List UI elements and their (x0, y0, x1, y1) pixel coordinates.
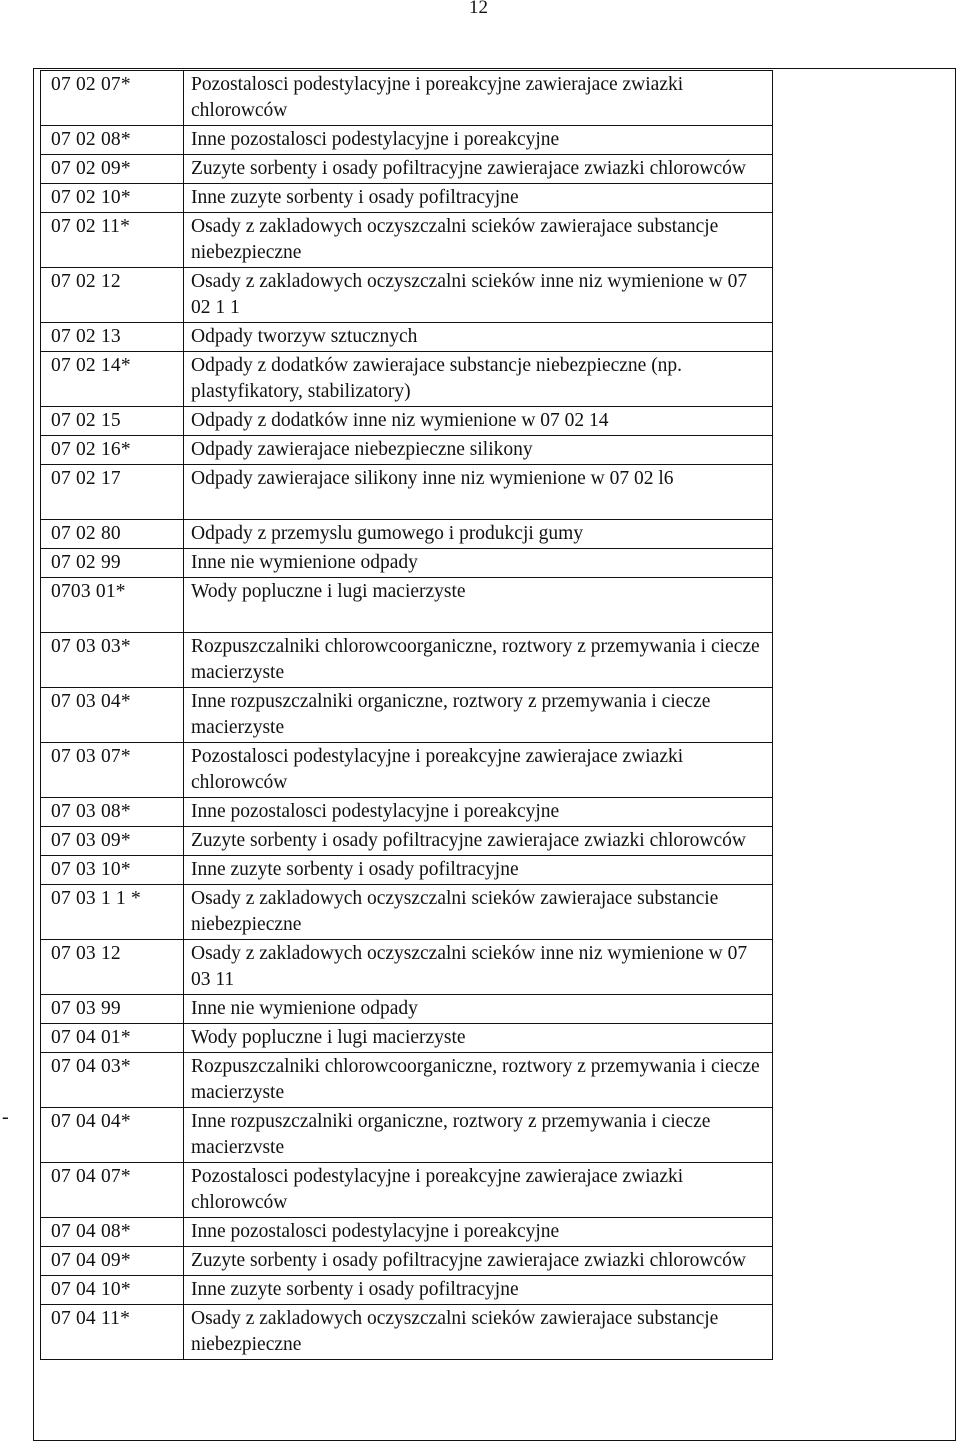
table-row (41, 940, 773, 995)
table-row (41, 352, 773, 407)
waste-description: Zuzyte sorbenty i osady pofiltracyjne zawierajace zwiazki chlorowców (184, 827, 773, 856)
waste-description: Odpady zawierajace silikony inne niz wymienione w 07 02 l6 (184, 465, 773, 520)
table-row (41, 1024, 773, 1053)
waste-code: 07 04 07* (41, 1163, 184, 1218)
waste-code: 07 02 15 (41, 407, 184, 436)
waste-code: 07 02 08* (41, 126, 184, 155)
table-row (41, 688, 773, 743)
table-row (41, 885, 773, 940)
table-row (41, 549, 773, 578)
waste-code: 07 02 09* (41, 155, 184, 184)
waste-code: 07 03 03* (41, 633, 184, 688)
table-row (41, 798, 773, 827)
table-row (41, 213, 773, 268)
margin-dash-mark: - (2, 1106, 9, 1128)
waste-code: 07 02 99 (41, 549, 184, 578)
waste-description: Inne zuzyte sorbenty i osady pofiltracyjne (184, 184, 773, 213)
waste-description: Osady z zakladowych oczyszczalni scieków inne niz wymienione w 07 02 1 1 (184, 268, 773, 323)
waste-code: 07 03 09* (41, 827, 184, 856)
waste-code: 0703 01* (41, 578, 184, 633)
waste-code: 07 02 16* (41, 436, 184, 465)
waste-code: 07 04 04* (41, 1108, 184, 1163)
table-row (41, 1276, 773, 1305)
table-row (41, 856, 773, 885)
waste-code: 07 02 80 (41, 520, 184, 549)
waste-code: 07 02 11* (41, 213, 184, 268)
waste-code: 07 02 13 (41, 323, 184, 352)
waste-code: 07 04 11* (41, 1305, 184, 1360)
table-row (41, 155, 773, 184)
waste-description: Rozpuszczalniki chlorowcoorganiczne, roztwory z przemywania i ciecze macierzyste (184, 1053, 773, 1108)
waste-description: Inne zuzyte sorbenty i osady pofiltracyjne (184, 1276, 773, 1305)
waste-description: Wody popluczne i lugi macierzyste (184, 578, 773, 633)
table-row (41, 465, 773, 520)
waste-code: 07 03 1 1 * (41, 885, 184, 940)
waste-description: Odpady z dodatków zawierajace substancje niebezpieczne (np. plastyfikatory, stabilizatory) (184, 352, 773, 407)
table-row (41, 743, 773, 798)
table-row (41, 71, 773, 126)
waste-code: 07 03 99 (41, 995, 184, 1024)
table-row (41, 633, 773, 688)
table-row (41, 1305, 773, 1360)
waste-description: Rozpuszczalniki chlorowcoorganiczne, roztwory z przemywania i ciecze macierzyste (184, 633, 773, 688)
waste-code: 07 03 07* (41, 743, 184, 798)
waste-description: Odpady z przemyslu gumowego i produkcji gumy (184, 520, 773, 549)
table-row (41, 436, 773, 465)
waste-description: Pozostalosci podestylacyjne i poreakcyjne zawierajace zwiazki chlorowców (184, 743, 773, 798)
waste-description: Inne rozpuszczalniki organiczne, roztwory z przemywania i ciecze macierzyste (184, 688, 773, 743)
waste-code: 07 04 08* (41, 1218, 184, 1247)
waste-description: Odpady tworzyw sztucznych (184, 323, 773, 352)
waste-description: Zuzyte sorbenty i osady pofiltracyjne zawierajace zwiazki chlorowców (184, 1247, 773, 1276)
waste-description: Wody popluczne i lugi macierzyste (184, 1024, 773, 1053)
waste-description: Inne pozostalosci podestylacyjne i poreakcyjne (184, 126, 773, 155)
table-row (41, 1247, 773, 1276)
waste-description: Inne nie wymienione odpady (184, 549, 773, 578)
waste-description: Pozostalosci podestylacyjne i poreakcyjne zawierajace zwiazki chlorowców (184, 71, 773, 126)
waste-code: 07 04 03* (41, 1053, 184, 1108)
table-row (41, 407, 773, 436)
waste-code: 07 04 09* (41, 1247, 184, 1276)
table-row (41, 126, 773, 155)
table-row (41, 578, 773, 633)
table-row (41, 1108, 773, 1163)
table-row (41, 1218, 773, 1247)
waste-description: Osady z zakladowych oczyszczalni scieków zawierajace substancje niebezpieczne (184, 1305, 773, 1360)
waste-description: Osady z zakladowych oczyszczalni scieków zawierajace substancie niebezpieczne (184, 885, 773, 940)
waste-code: 07 04 01* (41, 1024, 184, 1053)
waste-description: Inne rozpuszczalniki organiczne, roztwory z przemywania i ciecze macierzvste (184, 1108, 773, 1163)
table-row (41, 184, 773, 213)
waste-description: Odpady zawierajace niebezpieczne silikony (184, 436, 773, 465)
waste-description: Inne pozostalosci podestylacyjne i poreakcyjne (184, 798, 773, 827)
waste-description: Zuzyte sorbenty i osady pofiltracyjne zawierajace zwiazki chlorowców (184, 155, 773, 184)
waste-code: 07 03 08* (41, 798, 184, 827)
waste-code: 07 03 12 (41, 940, 184, 995)
table-row (41, 1163, 773, 1218)
table-row (41, 827, 773, 856)
waste-description: Pozostalosci podestylacyjne i poreakcyjne zawierajace zwiazki chlorowców (184, 1163, 773, 1218)
table-row (41, 520, 773, 549)
page-number: 12 (469, 0, 488, 18)
waste-code: 07 04 10* (41, 1276, 184, 1305)
waste-code: 07 02 17 (41, 465, 184, 520)
waste-description: Inne zuzyte sorbenty i osady pofiltracyjne (184, 856, 773, 885)
waste-code: 07 02 14* (41, 352, 184, 407)
waste-code: 07 02 07* (41, 71, 184, 126)
waste-code-table (40, 70, 773, 1360)
waste-code: 07 03 10* (41, 856, 184, 885)
waste-description: Osady z zakladowych oczyszczalni scieków inne niz wymienione w 07 03 11 (184, 940, 773, 995)
waste-description: Odpady z dodatków inne niz wymienione w 07 02 14 (184, 407, 773, 436)
table-row (41, 995, 773, 1024)
waste-description: Inne nie wymienione odpady (184, 995, 773, 1024)
waste-code: 07 02 10* (41, 184, 184, 213)
waste-code: 07 02 12 (41, 268, 184, 323)
table-row (41, 268, 773, 323)
waste-description: Inne pozostalosci podestylacyjne i poreakcyjne (184, 1218, 773, 1247)
table-row (41, 323, 773, 352)
waste-code: 07 03 04* (41, 688, 184, 743)
table-row (41, 1053, 773, 1108)
waste-description: Osady z zakladowych oczyszczalni scieków zawierajace substancje niebezpieczne (184, 213, 773, 268)
